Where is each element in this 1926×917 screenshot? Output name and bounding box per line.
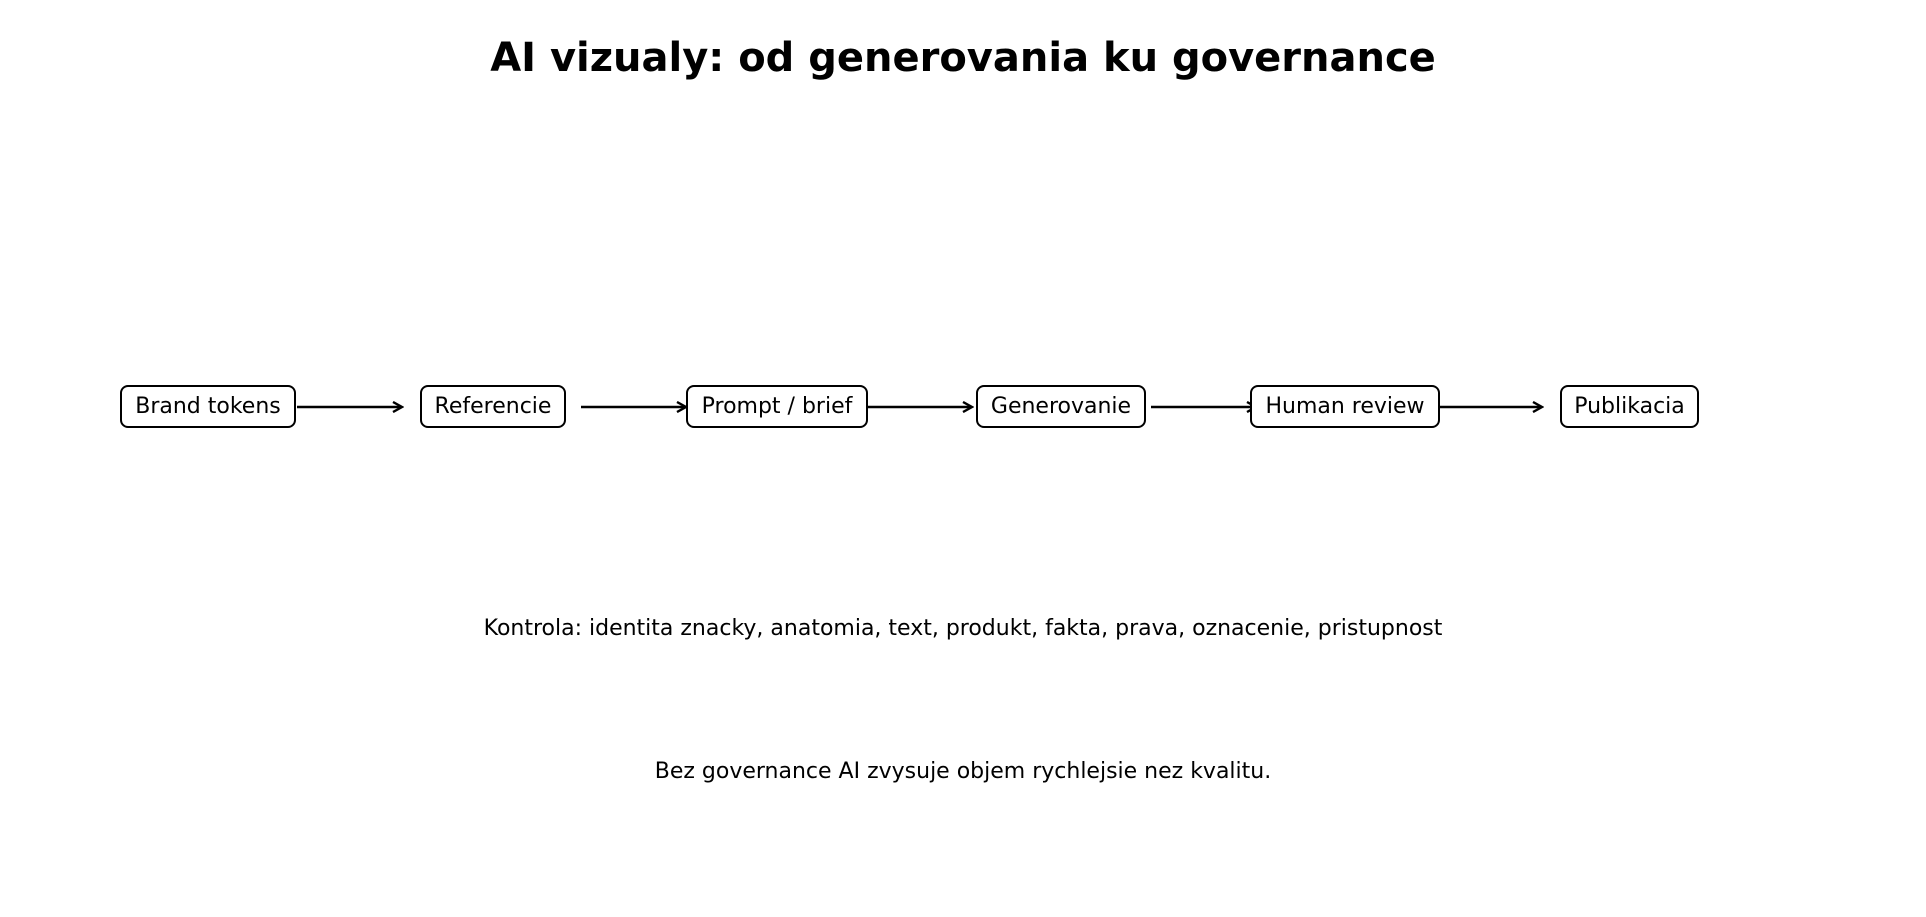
diagram-title: AI vizualy: od generovania ku governance bbox=[490, 35, 1436, 81]
footer-note: Bez governance AI zvysuje objem rychlejsie nez kvalitu. bbox=[654, 759, 1272, 784]
step-prompt-brief: Prompt / brief bbox=[686, 385, 868, 428]
controls-note: Kontrola: identita znacky, anatomia, text, produkt, fakta, prava, oznacenie, pristupnost bbox=[483, 616, 1443, 641]
step-publikacia: Publikacia bbox=[1560, 385, 1699, 428]
step-human-review: Human review bbox=[1250, 385, 1440, 428]
step-referencie: Referencie bbox=[420, 385, 566, 428]
step-generovanie: Generovanie bbox=[976, 385, 1146, 428]
step-brand-tokens: Brand tokens bbox=[120, 385, 296, 428]
